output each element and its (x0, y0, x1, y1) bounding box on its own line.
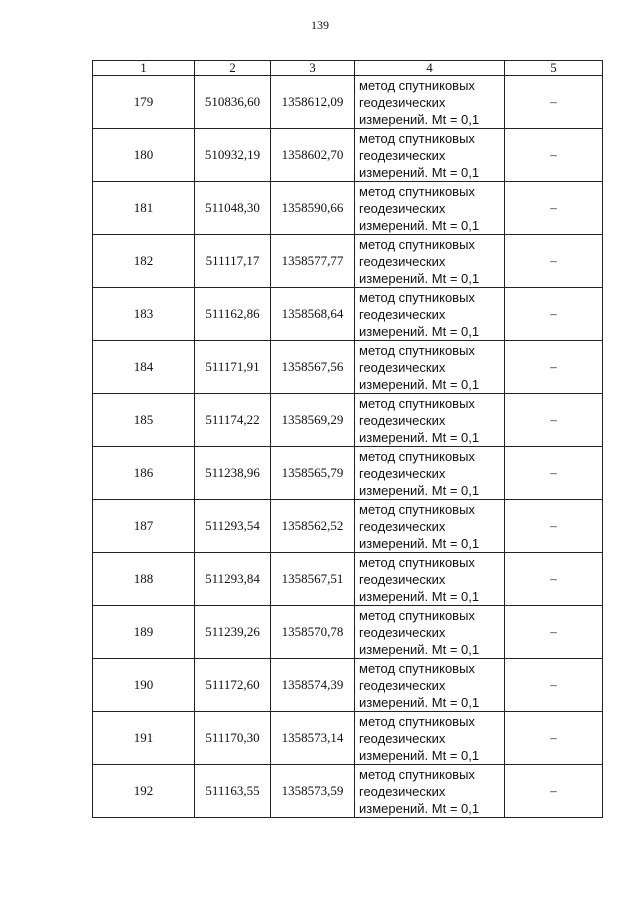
method-line: метод спутниковых (359, 554, 475, 570)
method-line: измерений. Mt = 0,1 (359, 217, 480, 233)
note-cell: – (505, 500, 603, 553)
note-cell: – (505, 288, 603, 341)
method-cell (355, 712, 505, 765)
method-line: геодезических (359, 677, 446, 693)
method-line: метод спутниковых (359, 395, 475, 411)
y-coordinate-cell: 1358562,52 (271, 500, 355, 553)
x-coordinate-cell: 511163,55 (195, 765, 271, 818)
y-coordinate-cell: 1358569,29 (271, 394, 355, 447)
method-cell (355, 235, 505, 288)
method-cell (355, 129, 505, 182)
method-cell (355, 76, 505, 129)
note-cell: – (505, 129, 603, 182)
method-line: геодезических (359, 200, 446, 216)
method-line: измерений. Mt = 0,1 (359, 535, 480, 551)
table-row (93, 288, 603, 341)
table-row (93, 712, 603, 765)
y-coordinate-cell: 1358573,59 (271, 765, 355, 818)
method-cell (355, 659, 505, 712)
x-coordinate-cell: 511162,86 (195, 288, 271, 341)
note-cell: – (505, 447, 603, 500)
coordinates-table (92, 60, 603, 818)
table-body (93, 76, 603, 818)
point-number-cell: 181 (93, 182, 195, 235)
method-line: геодезических (359, 306, 446, 322)
method-line: метод спутниковых (359, 77, 475, 93)
method-cell (355, 182, 505, 235)
method-line: измерений. Mt = 0,1 (359, 270, 480, 286)
method-line: измерений. Mt = 0,1 (359, 323, 480, 339)
table-row (93, 235, 603, 288)
method-line: метод спутниковых (359, 183, 475, 199)
method-line: геодезических (359, 94, 446, 110)
column-header-5: 5 (505, 61, 603, 76)
point-number-cell: 182 (93, 235, 195, 288)
method-line: измерений. Mt = 0,1 (359, 429, 480, 445)
method-line: измерений. Mt = 0,1 (359, 111, 480, 127)
point-number-cell: 190 (93, 659, 195, 712)
x-coordinate-cell: 511048,30 (195, 182, 271, 235)
method-line: измерений. Mt = 0,1 (359, 588, 480, 604)
method-line: метод спутниковых (359, 766, 475, 782)
x-coordinate-cell: 511293,54 (195, 500, 271, 553)
x-coordinate-cell: 511293,84 (195, 553, 271, 606)
method-line: измерений. Mt = 0,1 (359, 800, 480, 816)
note-cell: – (505, 553, 603, 606)
method-line: измерений. Mt = 0,1 (359, 694, 480, 710)
note-cell: – (505, 235, 603, 288)
method-cell (355, 553, 505, 606)
y-coordinate-cell: 1358612,09 (271, 76, 355, 129)
method-line: геодезических (359, 783, 446, 799)
point-number-cell: 191 (93, 712, 195, 765)
table-row (93, 553, 603, 606)
method-line: измерений. Mt = 0,1 (359, 376, 480, 392)
y-coordinate-cell: 1358567,51 (271, 553, 355, 606)
method-line: метод спутниковых (359, 607, 475, 623)
method-line: измерений. Mt = 0,1 (359, 747, 480, 763)
point-number-cell: 180 (93, 129, 195, 182)
note-cell: – (505, 182, 603, 235)
method-line: геодезических (359, 147, 446, 163)
method-line: измерений. Mt = 0,1 (359, 164, 480, 180)
note-cell: – (505, 341, 603, 394)
point-number-cell: 188 (93, 553, 195, 606)
table-row (93, 500, 603, 553)
method-line: измерений. Mt = 0,1 (359, 641, 480, 657)
method-line: геодезических (359, 571, 446, 587)
method-cell (355, 288, 505, 341)
table-row (93, 341, 603, 394)
table-row (93, 394, 603, 447)
y-coordinate-cell: 1358567,56 (271, 341, 355, 394)
method-line: геодезических (359, 518, 446, 534)
method-line: метод спутниковых (359, 448, 475, 464)
x-coordinate-cell: 511171,91 (195, 341, 271, 394)
point-number-cell: 186 (93, 447, 195, 500)
column-header-4: 4 (355, 61, 505, 76)
y-coordinate-cell: 1358590,66 (271, 182, 355, 235)
method-line: измерений. Mt = 0,1 (359, 482, 480, 498)
y-coordinate-cell: 1358573,14 (271, 712, 355, 765)
point-number-cell: 189 (93, 606, 195, 659)
table-row (93, 606, 603, 659)
table-row (93, 659, 603, 712)
point-number-cell: 184 (93, 341, 195, 394)
method-line: геодезических (359, 359, 446, 375)
method-line: геодезических (359, 412, 446, 428)
method-line: геодезических (359, 465, 446, 481)
method-line: метод спутниковых (359, 289, 475, 305)
table-row (93, 129, 603, 182)
point-number-cell: 183 (93, 288, 195, 341)
x-coordinate-cell: 511117,17 (195, 235, 271, 288)
y-coordinate-cell: 1358574,39 (271, 659, 355, 712)
table-row (93, 447, 603, 500)
table-row (93, 182, 603, 235)
method-line: геодезических (359, 253, 446, 269)
method-cell (355, 341, 505, 394)
y-coordinate-cell: 1358602,70 (271, 129, 355, 182)
x-coordinate-cell: 510932,19 (195, 129, 271, 182)
note-cell: – (505, 765, 603, 818)
method-line: геодезических (359, 624, 446, 640)
note-cell: – (505, 659, 603, 712)
method-line: метод спутниковых (359, 342, 475, 358)
point-number-cell: 187 (93, 500, 195, 553)
note-cell: – (505, 394, 603, 447)
note-cell: – (505, 76, 603, 129)
point-number-cell: 179 (93, 76, 195, 129)
method-line: метод спутниковых (359, 130, 475, 146)
x-coordinate-cell: 511172,60 (195, 659, 271, 712)
x-coordinate-cell: 511239,26 (195, 606, 271, 659)
x-coordinate-cell: 511238,96 (195, 447, 271, 500)
table-header-row (93, 61, 603, 76)
table-row (93, 76, 603, 129)
method-cell (355, 394, 505, 447)
method-cell (355, 500, 505, 553)
y-coordinate-cell: 1358565,79 (271, 447, 355, 500)
x-coordinate-cell: 511170,30 (195, 712, 271, 765)
method-line: метод спутниковых (359, 660, 475, 676)
method-line: геодезических (359, 730, 446, 746)
y-coordinate-cell: 1358577,77 (271, 235, 355, 288)
method-cell (355, 765, 505, 818)
y-coordinate-cell: 1358570,78 (271, 606, 355, 659)
method-line: метод спутниковых (359, 501, 475, 517)
column-header-2: 2 (195, 61, 271, 76)
method-cell (355, 606, 505, 659)
point-number-cell: 185 (93, 394, 195, 447)
column-header-3: 3 (271, 61, 355, 76)
x-coordinate-cell: 511174,22 (195, 394, 271, 447)
note-cell: – (505, 606, 603, 659)
method-line: метод спутниковых (359, 236, 475, 252)
column-header-1: 1 (93, 61, 195, 76)
y-coordinate-cell: 1358568,64 (271, 288, 355, 341)
point-number-cell: 192 (93, 765, 195, 818)
note-cell: – (505, 712, 603, 765)
method-line: метод спутниковых (359, 713, 475, 729)
x-coordinate-cell: 510836,60 (195, 76, 271, 129)
page-number: 139 (311, 18, 329, 32)
method-cell (355, 447, 505, 500)
table-row (93, 765, 603, 818)
